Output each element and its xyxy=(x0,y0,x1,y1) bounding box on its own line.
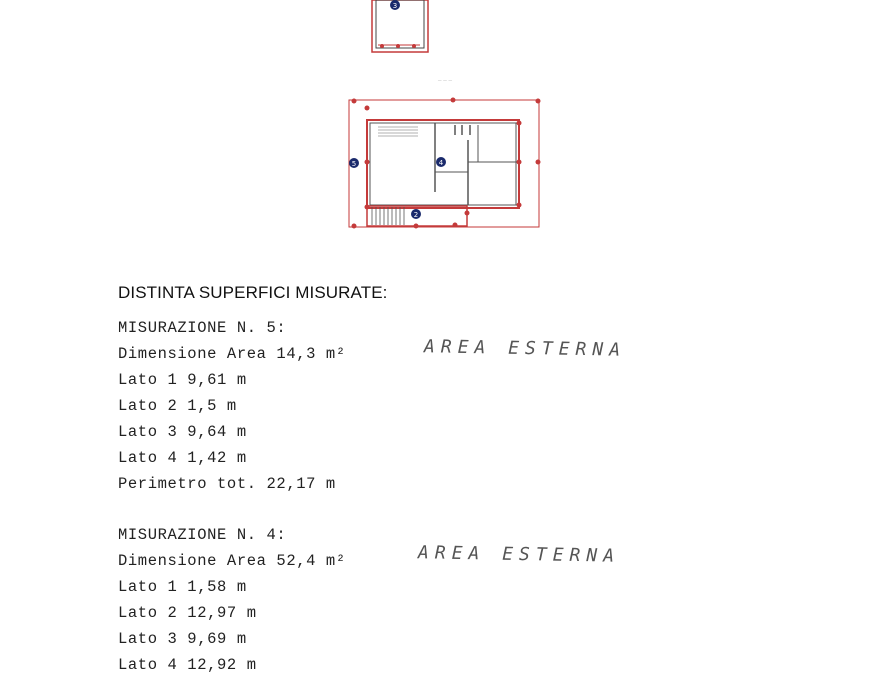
measurement-side: Lato 1 9,61 m xyxy=(118,371,247,389)
measurement-side: Lato 2 1,5 m xyxy=(118,397,237,415)
marker-3 xyxy=(390,0,400,10)
measurement-side: Lato 3 9,64 m xyxy=(118,423,247,441)
svg-text:2: 2 xyxy=(413,211,419,219)
floor-plan-drawing xyxy=(0,0,893,260)
measurement-title: MISURAZIONE N. 4: xyxy=(118,526,287,544)
marker-5 xyxy=(349,158,359,168)
svg-text:— — —: — — — xyxy=(437,78,453,83)
svg-text:5: 5 xyxy=(351,160,357,168)
svg-text:4: 4 xyxy=(438,159,444,167)
measurement-area: Dimensione Area 14,3 m² xyxy=(118,345,346,363)
marker-4 xyxy=(436,157,446,167)
marker-2 xyxy=(411,209,421,219)
measurement-perimeter: Perimetro tot. 22,17 m xyxy=(118,475,336,493)
measurement-title: MISURAZIONE N. 5: xyxy=(118,319,287,337)
measurement-block-4 xyxy=(118,522,346,678)
measurement-side: Lato 4 1,42 m xyxy=(118,449,247,467)
measurement-side: Lato 3 9,69 m xyxy=(118,630,247,648)
measurement-side: Lato 1 1,58 m xyxy=(118,578,247,596)
handwritten-note: AREA ESTERNA xyxy=(423,336,627,361)
section-heading: DISTINTA SUPERFICI MISURATE: xyxy=(118,283,388,302)
handwritten-note: AREA ESTERNA xyxy=(417,542,621,567)
measurement-area: Dimensione Area 52,4 m² xyxy=(118,552,346,570)
measurement-side: Lato 4 12,92 m xyxy=(118,656,257,674)
measurement-side: Lato 2 12,97 m xyxy=(118,604,257,622)
floor-plan-svg xyxy=(0,0,893,260)
measurement-block-5 xyxy=(118,315,346,497)
svg-text:3: 3 xyxy=(392,2,398,10)
plan-small-room xyxy=(372,0,428,52)
